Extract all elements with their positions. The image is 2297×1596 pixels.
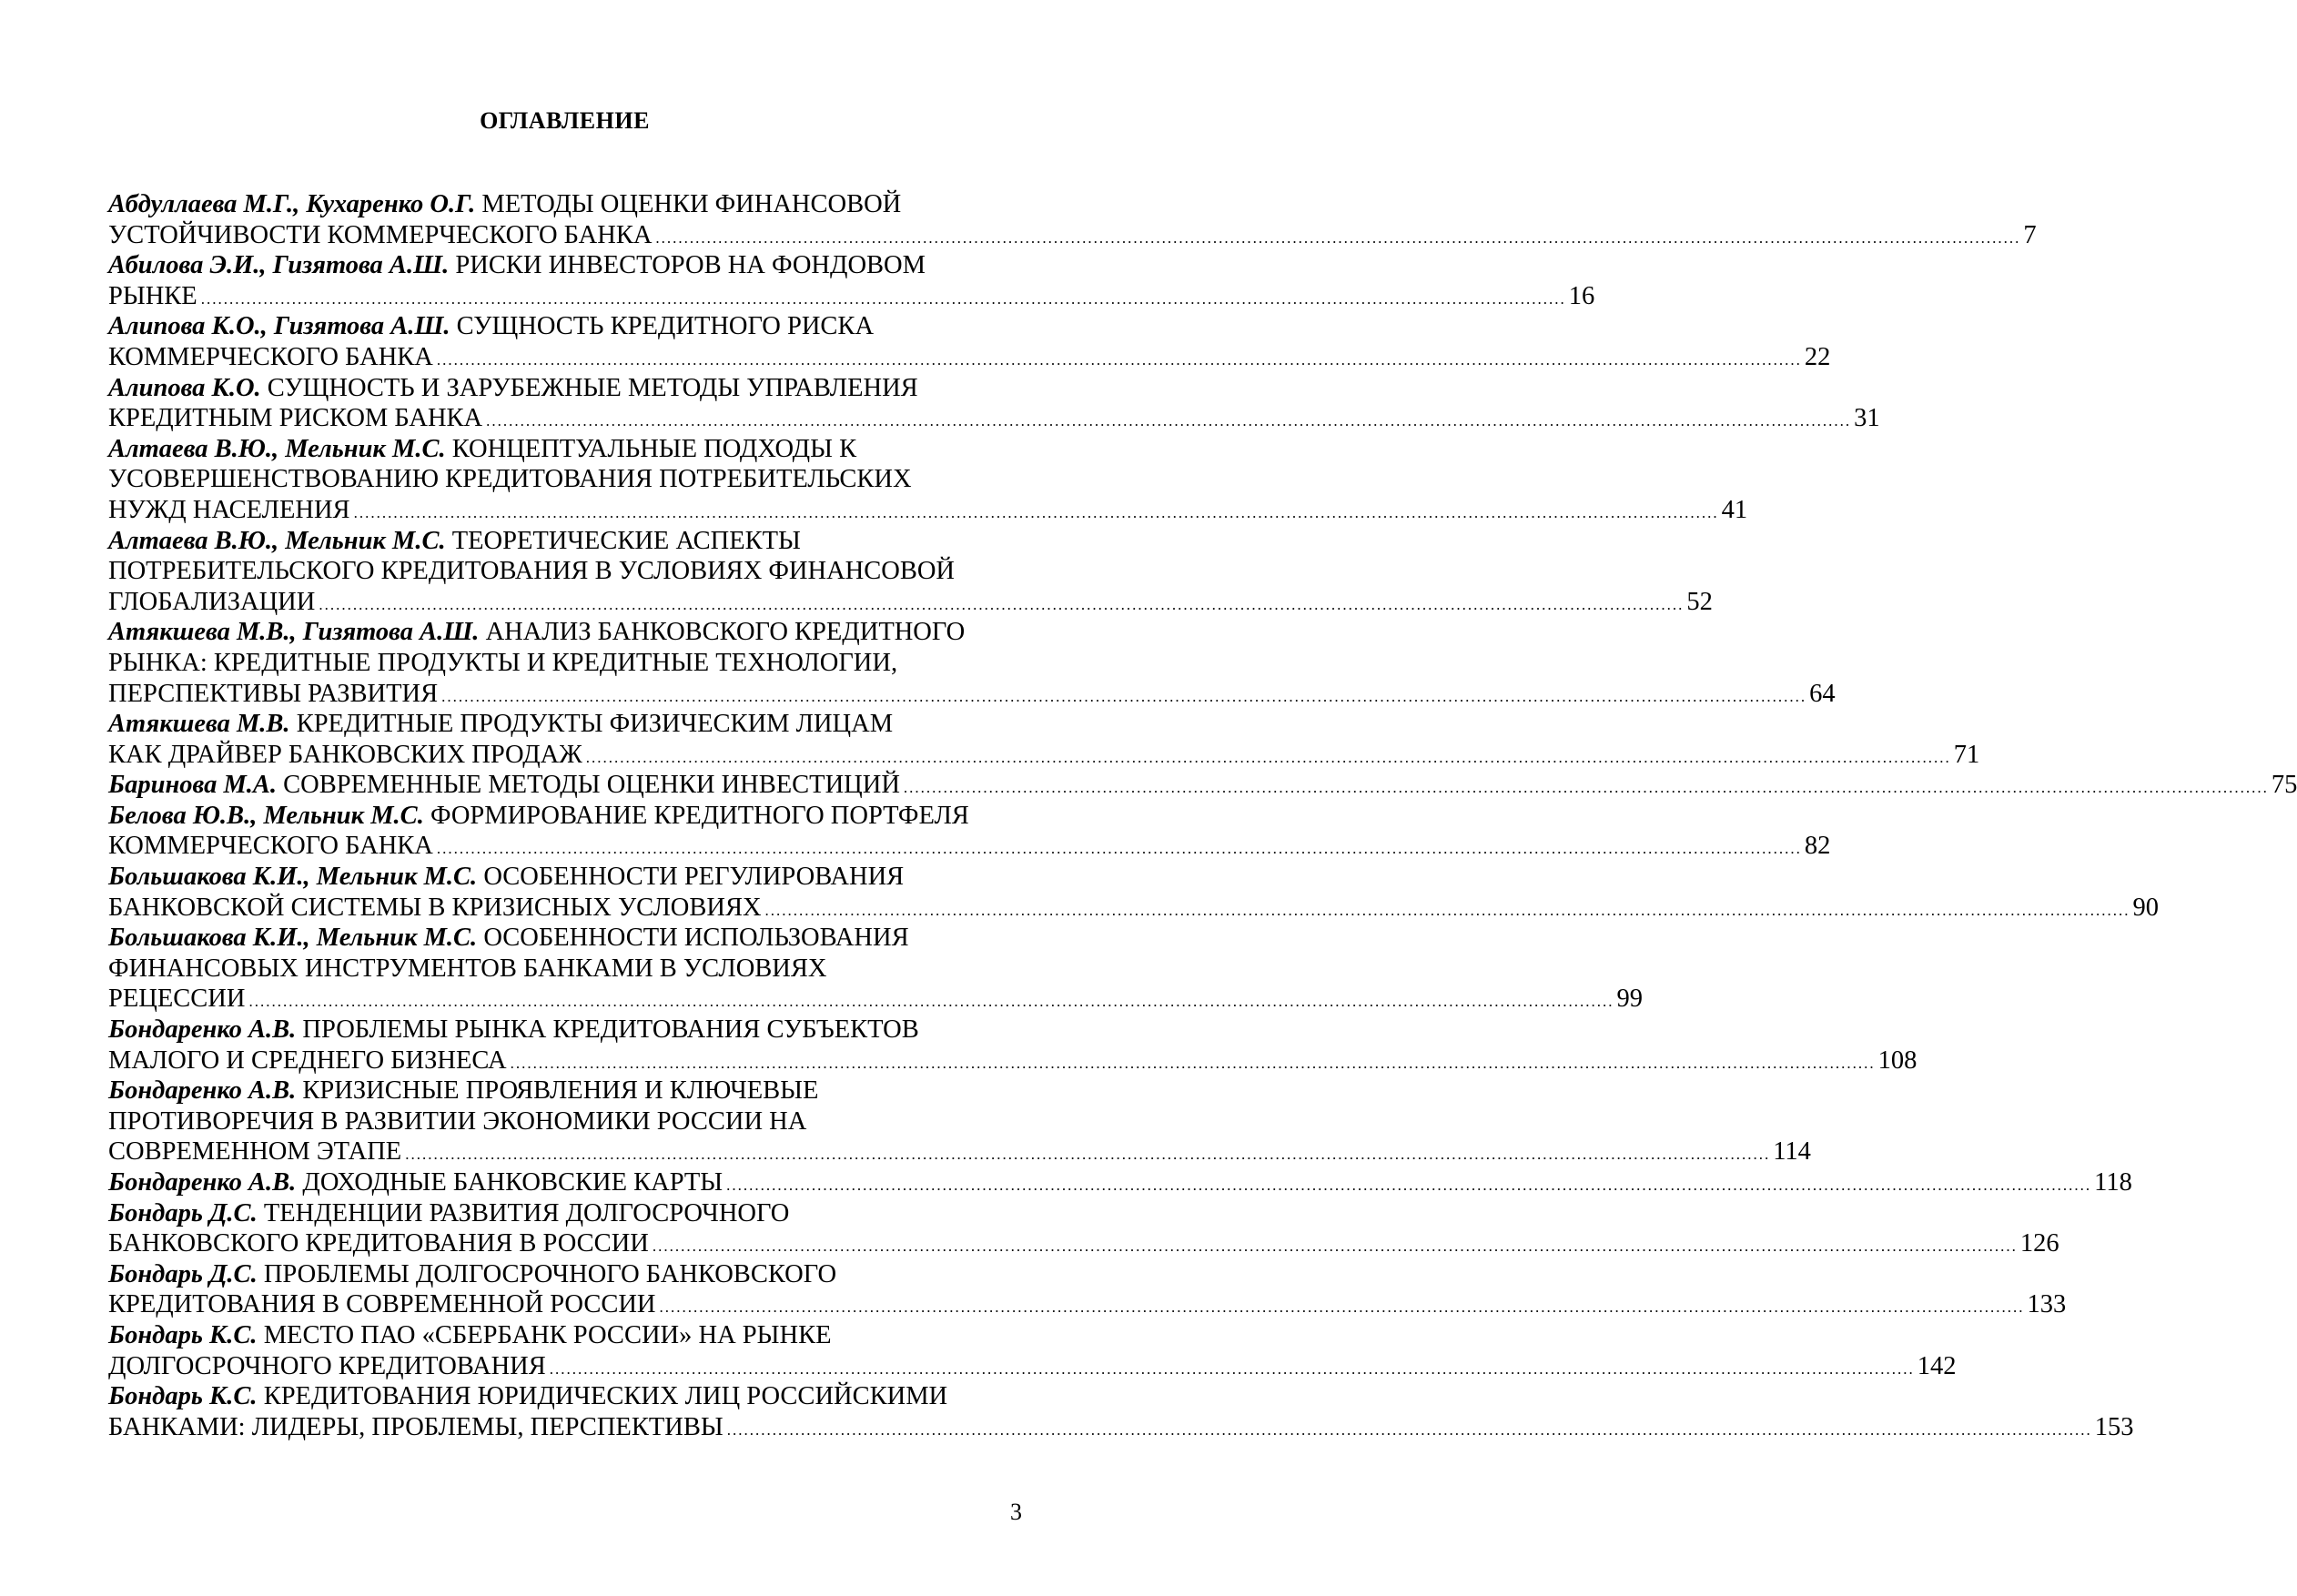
toc-entry-line <box>108 189 1027 220</box>
toc-title-text: ДОХОДНЫЕ БАНКОВСКИЕ КАРТЫ <box>302 1168 724 1197</box>
toc-page-number: 64 <box>1809 679 1836 708</box>
toc-line-text <box>108 893 762 924</box>
toc-authors: Абилова Э.И., Гизятова А.Ш. <box>108 251 450 280</box>
toc-entry-line <box>108 648 1027 679</box>
toc-authors: Атякшева М.В. <box>108 710 290 739</box>
dot-leader: ................................................................................................................................................................................................................................................ <box>585 748 1951 766</box>
toc-line-text <box>108 1076 818 1105</box>
toc-page-number: 126 <box>2019 1229 2059 1258</box>
toc-page-number: 118 <box>2094 1168 2132 1197</box>
toc-title-text: ОСОБЕННОСТИ РЕГУЛИРОВАНИЯ <box>483 863 905 892</box>
toc-entry-line <box>108 1320 1027 1351</box>
toc-line-text <box>108 465 912 493</box>
toc-line-text <box>108 435 856 463</box>
dot-leader: ................................................................................................................................................................................................................................................ <box>726 1420 2092 1439</box>
toc-title-text: ДОЛГОСРОЧНОГО КРЕДИТОВАНИЯ <box>108 1351 546 1380</box>
toc-title-text: НУЖД НАСЕЛЕНИЯ <box>108 495 350 524</box>
toc-entry-line <box>108 954 1027 985</box>
toc-entry[interactable] <box>108 189 2037 250</box>
toc-line-text <box>108 1321 832 1349</box>
toc-entry-line <box>108 831 1831 862</box>
toc-line-text <box>108 1412 724 1443</box>
toc-entry-line <box>108 617 1027 648</box>
toc-title-text: БАНКОВСКОЙ СИСТЕМЫ В КРИЗИСНЫХ УСЛОВИЯХ <box>108 893 762 922</box>
dot-leader: ................................................................................................................................................................................................................................................ <box>319 595 1685 613</box>
toc-authors: Бондаренко А.В. <box>108 1076 297 1106</box>
toc-line-text <box>108 1199 789 1227</box>
toc-title-text: РЫНКЕ <box>108 281 197 310</box>
toc-entry-line <box>108 587 1713 618</box>
toc-line-text <box>108 710 893 738</box>
toc-entry-line <box>108 342 1831 373</box>
toc-authors: Бондарь Д.С. <box>108 1259 258 1288</box>
toc-line-text <box>108 1382 947 1410</box>
toc-title-text: УСОВЕРШЕНСТВОВАНИЮ КРЕДИТОВАНИЯ ПОТРЕБИТЕЛЬСКИХ <box>108 465 912 494</box>
toc-entry-line <box>108 770 2297 801</box>
toc-entry[interactable] <box>108 801 1831 862</box>
toc-title-text: МАЛОГО И СРЕДНЕГО БИЗНЕСА <box>108 1045 507 1075</box>
toc-entry-line <box>108 464 1027 495</box>
dot-leader: ................................................................................................................................................................................................................................................ <box>903 779 2269 797</box>
toc-title-text: КРЕДИТНЫМ РИСКОМ БАНКА <box>108 404 483 433</box>
dot-leader: ................................................................................................................................................................................................................................................ <box>200 289 1566 308</box>
toc-entry[interactable] <box>108 1381 2134 1442</box>
toc-entry-line <box>108 801 1027 832</box>
toc-entry[interactable] <box>108 434 1748 526</box>
toc-line-text <box>108 1015 919 1044</box>
toc-line-text <box>108 587 315 618</box>
toc-line-text <box>108 495 350 526</box>
toc-entry-line <box>108 1167 2132 1198</box>
toc-authors: Бондарь К.С. <box>108 1382 258 1411</box>
toc-entry[interactable] <box>108 923 1643 1015</box>
toc-entry-line <box>108 281 1595 312</box>
toc-entry-line <box>108 1136 1811 1167</box>
toc-authors: Бондаренко А.В. <box>108 1015 297 1045</box>
toc-entry-line <box>108 1412 2134 1443</box>
toc-page-number: 90 <box>2132 893 2160 922</box>
toc-entry[interactable] <box>108 1167 2132 1198</box>
toc-line-text <box>108 1260 836 1288</box>
toc-page-number: 142 <box>1917 1351 1957 1380</box>
table-of-contents <box>108 189 2297 1442</box>
toc-page-number: 108 <box>1877 1045 1918 1075</box>
toc-entry[interactable] <box>108 250 1595 311</box>
toc-title-text: КОНЦЕПТУАЛЬНЫЕ ПОДХОДЫ К <box>451 434 857 463</box>
toc-entry-line <box>108 862 1027 893</box>
toc-entry-line <box>108 311 1027 342</box>
toc-entry-line <box>108 220 2037 251</box>
toc-entry[interactable] <box>108 1320 1957 1381</box>
toc-title-text: ПРОТИВОРЕЧИЯ В РАЗВИТИИ ЭКОНОМИКИ РОССИИ НА <box>108 1106 807 1136</box>
toc-authors: Алипова К.О., Гизятова А.Ш. <box>108 312 450 341</box>
dot-leader: ................................................................................................................................................................................................................................................ <box>486 412 1852 430</box>
dot-leader: ................................................................................................................................................................................................................................................ <box>353 503 1719 521</box>
toc-title-text: КРИЗИСНЫЕ ПРОЯВЛЕНИЯ И КЛЮЧЕВЫЕ <box>302 1076 819 1106</box>
toc-entry[interactable] <box>108 526 1713 618</box>
toc-page-number: 52 <box>1686 587 1713 616</box>
toc-line-text <box>108 863 904 891</box>
toc-entry-line <box>108 495 1748 526</box>
toc-line-text <box>108 740 582 771</box>
dot-leader: ................................................................................................................................................................................................................................................ <box>652 1237 2018 1256</box>
toc-title-text: СУЩНОСТЬ КРЕДИТНОГО РИСКА <box>456 312 875 341</box>
toc-title-text: АНАЛИЗ БАНКОВСКОГО КРЕДИТНОГО <box>485 618 966 647</box>
toc-line-text <box>108 924 909 952</box>
toc-entry-line <box>108 250 1027 281</box>
toc-line-text <box>108 527 801 555</box>
toc-title-text: СУЩНОСТЬ И ЗАРУБЕЖНЫЕ МЕТОДЫ УПРАВЛЕНИЯ <box>267 373 918 402</box>
toc-line-text <box>108 1289 656 1320</box>
toc-authors: Большакова К.И., Мельник М.С. <box>108 863 478 892</box>
toc-page-number: 114 <box>1773 1137 1811 1167</box>
toc-authors: Абдуллаева М.Г., Кухаренко О.Г. <box>108 190 476 218</box>
toc-entry[interactable] <box>108 1015 1918 1076</box>
toc-page-number: 41 <box>1721 495 1748 524</box>
dot-leader: ................................................................................................................................................................................................................................................ <box>248 993 1614 1011</box>
dot-leader: ................................................................................................................................................................................................................................................ <box>655 228 2021 247</box>
toc-line-text <box>108 557 955 585</box>
dot-leader: ................................................................................................................................................................................................................................................ <box>436 350 1802 369</box>
dot-leader: ................................................................................................................................................................................................................................................ <box>726 1177 2092 1194</box>
toc-entry[interactable] <box>108 1076 1811 1167</box>
toc-title-text: КОММЕРЧЕСКОГО БАНКА <box>108 832 433 861</box>
toc-entry[interactable] <box>108 1198 2059 1259</box>
toc-title-text: ПРОБЛЕМЫ РЫНКА КРЕДИТОВАНИЯ СУБЪЕКТОВ <box>302 1015 919 1045</box>
toc-page-number: 75 <box>2271 771 2297 800</box>
toc-line-text <box>108 1045 507 1076</box>
toc-page-number: 22 <box>1804 342 1831 371</box>
toc-title-text: ОСОБЕННОСТИ ИСПОЛЬЗОВАНИЯ <box>483 924 909 953</box>
toc-authors: Бондарь К.С. <box>108 1320 258 1349</box>
toc-entry[interactable] <box>108 770 2297 801</box>
toc-entry-line <box>108 709 1027 740</box>
toc-title-text: ПЕРСПЕКТИВЫ РАЗВИТИЯ <box>108 679 439 708</box>
toc-page-number: 71 <box>1953 740 1980 769</box>
dot-leader: ................................................................................................................................................................................................................................................ <box>659 1298 2025 1317</box>
toc-title-text: РЕЦЕССИИ <box>108 985 246 1014</box>
dot-leader: ................................................................................................................................................................................................................................................ <box>549 1359 1915 1378</box>
dot-leader: ................................................................................................................................................................................................................................................ <box>441 687 1807 705</box>
toc-authors: Алтаева В.Ю., Мельник М.С. <box>108 526 446 555</box>
toc-line-text <box>108 312 874 340</box>
toc-line-text <box>108 984 245 1015</box>
toc-title-text: ТЕНДЕНЦИИ РАЗВИТИЯ ДОЛГОСРОЧНОГО <box>263 1198 790 1227</box>
toc-entry-line <box>108 1198 1027 1229</box>
toc-title-text: МЕСТО ПАО «СБЕРБАНК РОССИИ» НА РЫНКЕ <box>263 1320 832 1349</box>
toc-line-text <box>108 802 969 830</box>
toc-title-text: ФОРМИРОВАНИЕ КРЕДИТНОГО ПОРТФЕЛЯ <box>430 801 969 830</box>
toc-line-text <box>108 770 900 801</box>
toc-line-text <box>108 1228 649 1259</box>
toc-page-number: 133 <box>2027 1290 2067 1319</box>
toc-title-text: КАК ДРАЙВЕР БАНКОВСКИХ ПРОДАЖ <box>108 740 582 769</box>
toc-line-text <box>108 251 926 279</box>
toc-line-text <box>108 403 482 434</box>
toc-authors: Бондарь Д.С. <box>108 1198 258 1227</box>
toc-entry[interactable] <box>108 617 1836 709</box>
dot-leader: ................................................................................................................................................................................................................................................ <box>436 840 1802 858</box>
toc-authors: Алипова К.О. <box>108 373 261 402</box>
toc-entry-line <box>108 556 1027 587</box>
page-title: ОГЛАВЛЕНИЕ <box>480 107 650 134</box>
toc-title-text: КРЕДИТОВАНИЯ ЮРИДИЧЕСКИХ ЛИЦ РОССИЙСКИМИ <box>263 1382 948 1411</box>
toc-page-number: 99 <box>1616 985 1643 1014</box>
toc-page-number: 153 <box>2094 1412 2134 1441</box>
toc-authors: Алтаева В.Ю., Мельник М.С. <box>108 434 446 463</box>
toc-entry-line <box>108 373 1027 404</box>
toc-page-number: 7 <box>2023 220 2037 249</box>
toc-authors: Белова Ю.В., Мельник М.С. <box>108 801 424 830</box>
toc-entry-line <box>108 1351 1957 1382</box>
toc-line-text <box>108 220 652 251</box>
dot-leader: ................................................................................................................................................................................................................................................ <box>764 901 2130 919</box>
page-number: 3 <box>1010 1499 1022 1525</box>
toc-title-text: КОММЕРЧЕСКОГО БАНКА <box>108 342 433 371</box>
toc-entry-line <box>108 1106 1027 1137</box>
toc-page-number: 16 <box>1568 281 1595 310</box>
toc-entry-line <box>108 1259 1027 1290</box>
toc-line-text <box>108 281 197 312</box>
toc-title-text: СОВРЕМЕННОМ ЭТАПЕ <box>108 1137 402 1167</box>
toc-title-text: РИСКИ ИНВЕСТОРОВ НА ФОНДОВОМ <box>455 251 926 280</box>
toc-title-text: ГЛОБАЛИЗАЦИИ <box>108 587 316 616</box>
toc-page-number: 31 <box>1854 404 1880 433</box>
toc-line-text <box>108 374 918 402</box>
toc-entry-line <box>108 893 2160 924</box>
toc-line-text <box>108 618 965 646</box>
toc-authors: Большакова К.И., Мельник М.С. <box>108 924 478 953</box>
toc-entry-line <box>108 1045 1918 1076</box>
toc-line-text <box>108 955 826 983</box>
toc-entry-line <box>108 1076 1027 1106</box>
toc-title-text: ПРОБЛЕМЫ ДОЛГОСРОЧНОГО БАНКОВСКОГО <box>263 1259 837 1288</box>
toc-title-text: КРЕДИТНЫЕ ПРОДУКТЫ ФИЗИЧЕСКИМ ЛИЦАМ <box>296 710 894 739</box>
toc-title-text: ФИНАНСОВЫХ ИНСТРУМЕНТОВ БАНКАМИ В УСЛОВИЯХ <box>108 954 827 983</box>
toc-entry-line <box>108 740 1980 771</box>
toc-title-text: БАНКАМИ: ЛИДЕРЫ, ПРОБЛЕМЫ, ПЕРСПЕКТИВЫ <box>108 1412 724 1441</box>
toc-authors: Баринова М.А. <box>108 771 278 800</box>
toc-title-text: ПОТРЕБИТЕЛЬСКОГО КРЕДИТОВАНИЯ В УСЛОВИЯХ ФИНАНСОВОЙ <box>108 557 956 586</box>
toc-entry-line <box>108 434 1027 465</box>
toc-line-text <box>108 342 433 373</box>
toc-entry[interactable] <box>108 311 1831 372</box>
toc-entry-line <box>108 1015 1027 1045</box>
toc-entry-line <box>108 1381 1027 1412</box>
toc-entry[interactable] <box>108 862 2160 923</box>
toc-line-text <box>108 649 897 677</box>
toc-line-text <box>108 679 438 710</box>
toc-entry-line <box>108 526 1027 557</box>
toc-entry[interactable] <box>108 1259 2067 1320</box>
toc-title-text: ТЕОРЕТИЧЕСКИЕ АСПЕКТЫ <box>451 526 801 555</box>
toc-title-text: СОВРЕМЕННЫЕ МЕТОДЫ ОЦЕНКИ ИНВЕСТИЦИЙ <box>283 771 900 800</box>
dot-leader: ................................................................................................................................................................................................................................................ <box>510 1054 1876 1072</box>
toc-line-text <box>108 1107 806 1136</box>
toc-authors: Бондаренко А.В. <box>108 1168 297 1197</box>
toc-title-text: УСТОЙЧИВОСТИ КОММЕРЧЕСКОГО БАНКА <box>108 220 653 249</box>
toc-entry-line <box>108 679 1836 710</box>
toc-entry-line <box>108 1228 2059 1259</box>
toc-line-text <box>108 1136 401 1167</box>
toc-line-text <box>108 1351 546 1382</box>
toc-entry-line <box>108 1289 2067 1320</box>
toc-entry-line <box>108 403 1880 434</box>
toc-title-text: КРЕДИТОВАНИЯ В СОВРЕМЕННОЙ РОССИИ <box>108 1290 656 1319</box>
toc-entry[interactable] <box>108 373 1880 434</box>
toc-line-text <box>108 1167 723 1198</box>
toc-page-number: 82 <box>1804 832 1831 861</box>
dot-leader: ................................................................................................................................................................................................................................................ <box>405 1146 1771 1164</box>
toc-title-text: МЕТОДЫ ОЦЕНКИ ФИНАНСОВОЙ <box>481 190 902 218</box>
toc-entry[interactable] <box>108 709 1980 770</box>
toc-entry-line <box>108 984 1643 1015</box>
toc-title-text: БАНКОВСКОГО КРЕДИТОВАНИЯ В РОССИИ <box>108 1229 649 1258</box>
toc-line-text <box>108 190 901 218</box>
toc-title-text: РЫНКА: КРЕДИТНЫЕ ПРОДУКТЫ И КРЕДИТНЫЕ ТЕХНОЛОГИИ, <box>108 648 898 677</box>
toc-entry-line <box>108 923 1027 954</box>
toc-authors: Атякшева М.В., Гизятова А.Ш. <box>108 618 480 647</box>
toc-line-text <box>108 831 433 862</box>
